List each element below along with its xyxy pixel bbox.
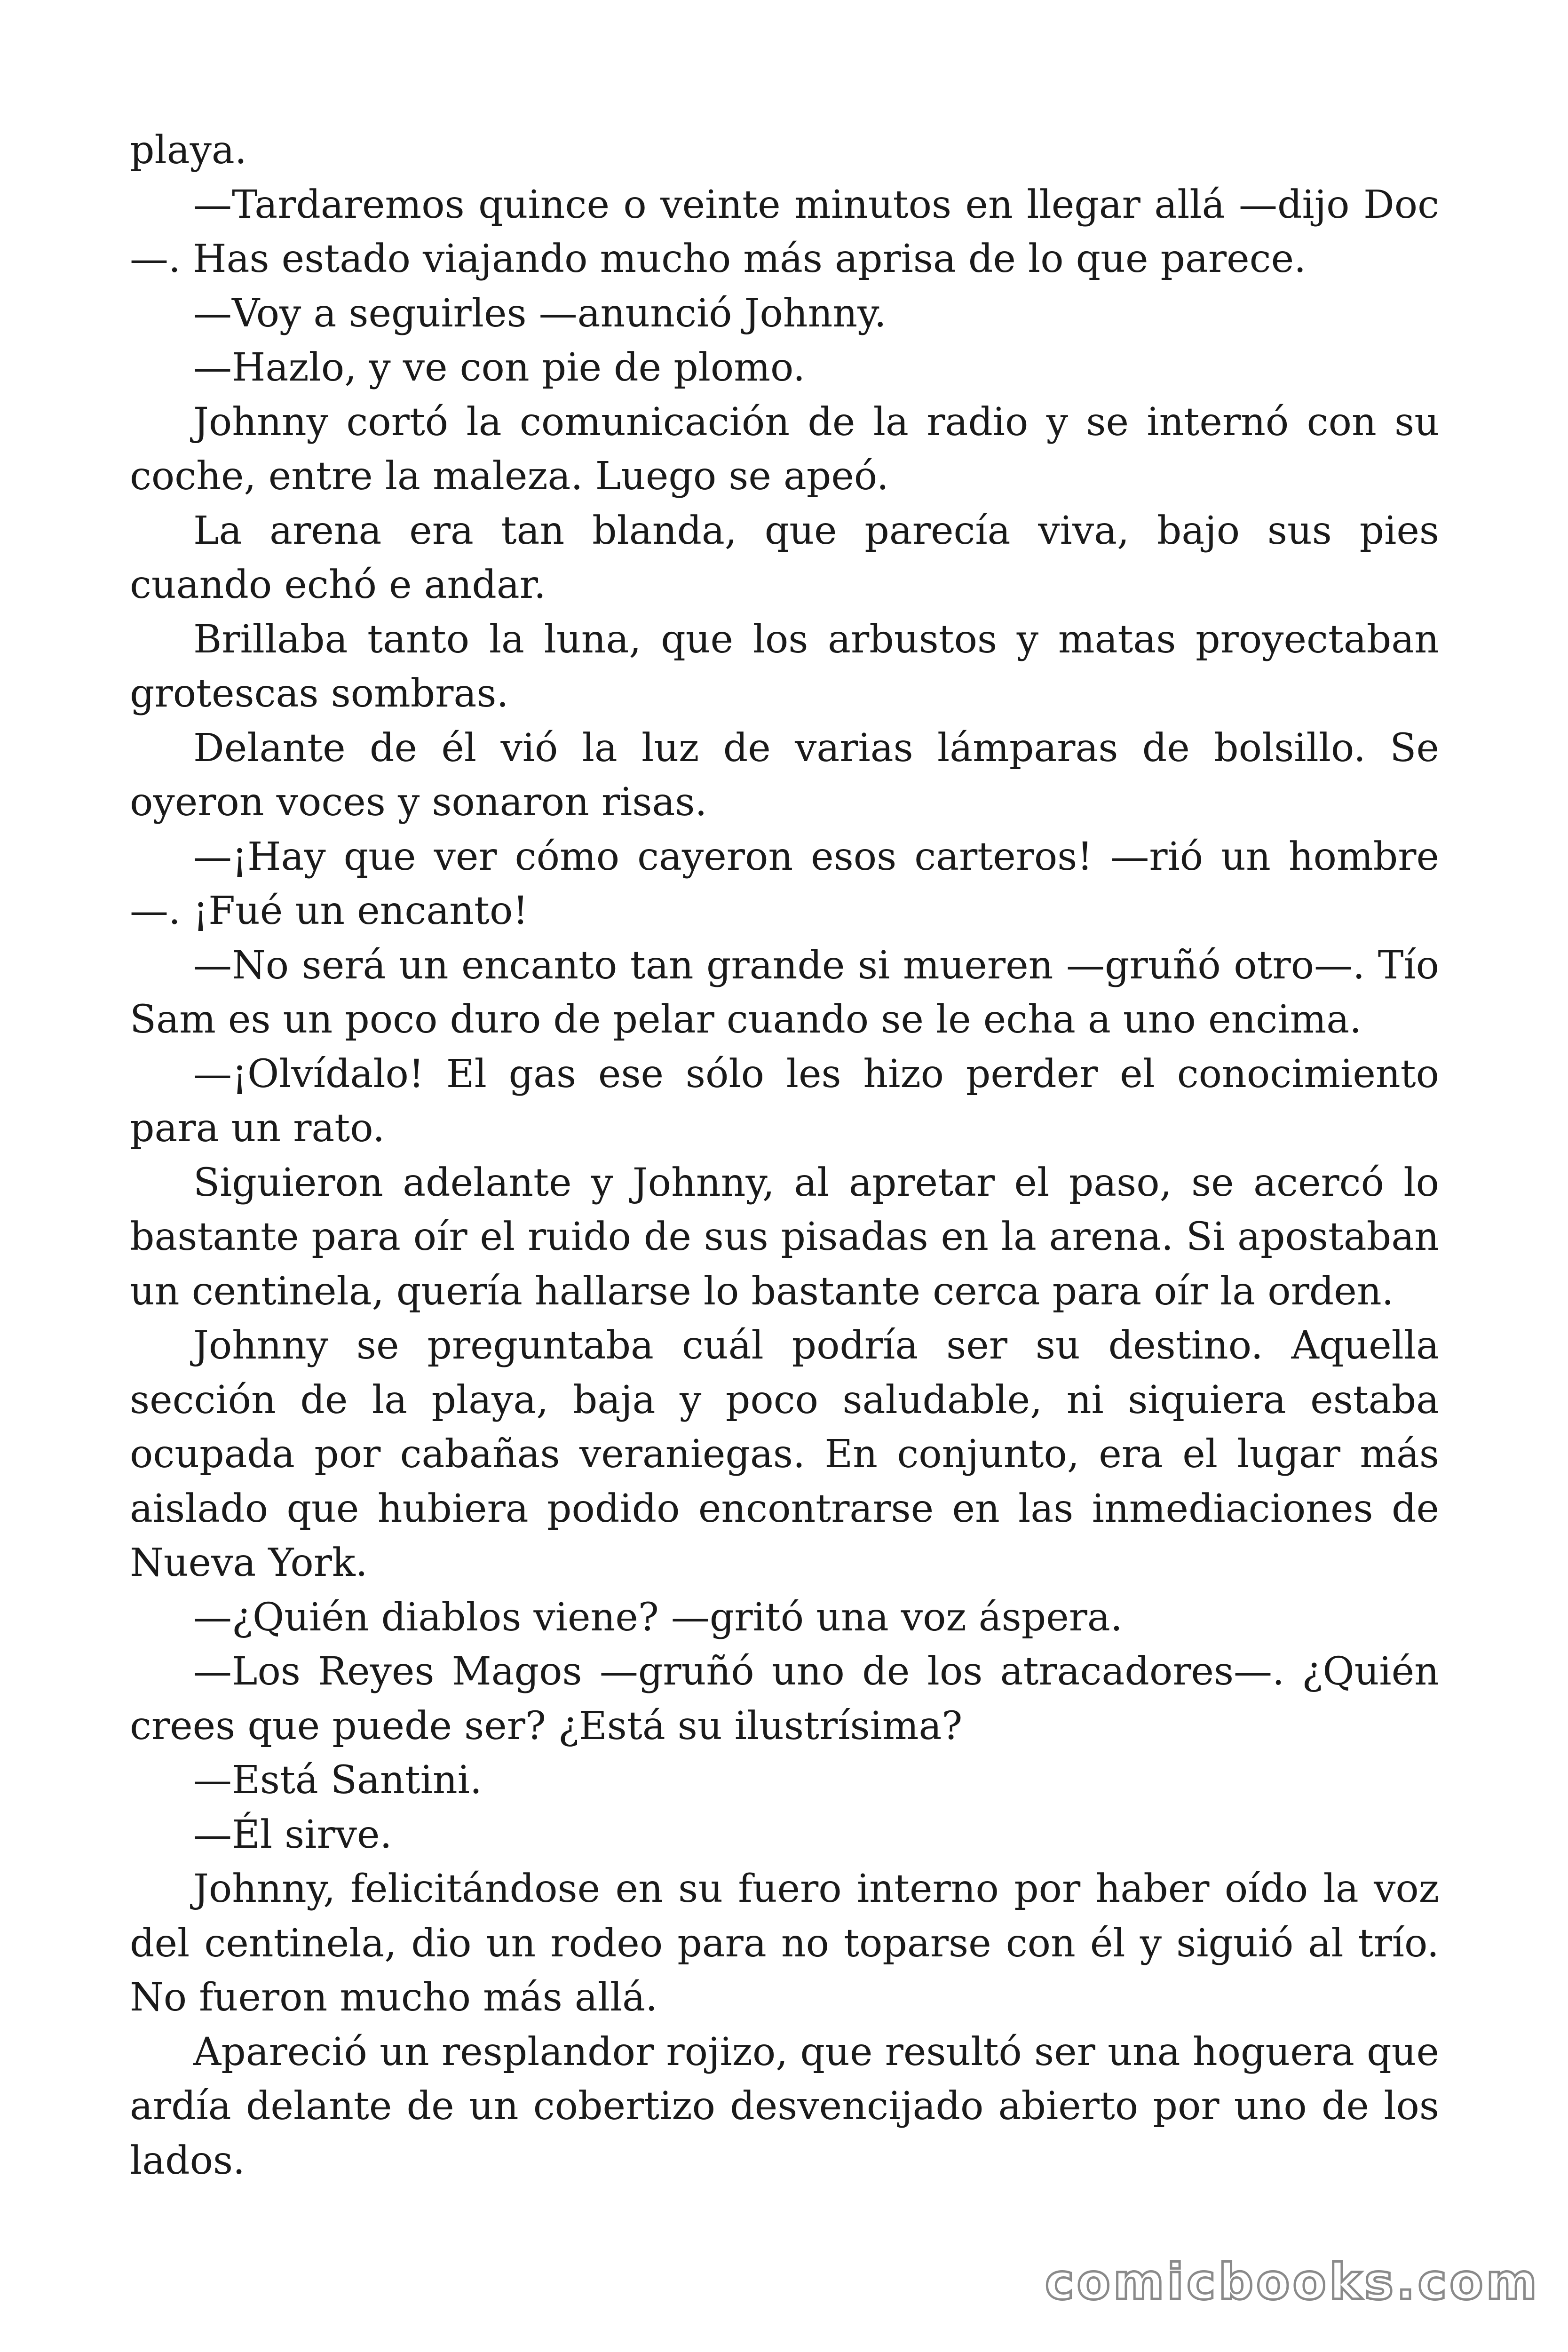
paragraph: Brillaba tanto la luna, que los arbustos y matas proyectaban grotescas sombras.	[130, 617, 1439, 716]
paragraph: —¿Quién diablos viene? —gritó una voz áspera.	[193, 1595, 1123, 1640]
paragraph: Apareció un resplandor rojizo, que resultó ser una hoguera que ardía delante de un cobertizo desvencijado abierto por uno de los lados.	[130, 2029, 1439, 2183]
paragraph: La arena era tan blanda, que parecía viva, bajo sus pies cuando echó e andar.	[130, 508, 1439, 607]
paragraph: playa.	[130, 128, 247, 173]
paragraph: Delante de él vió la luz de varias lámparas de bolsillo. Se oyeron voces y sonaron risas.	[130, 725, 1439, 825]
paragraph: —Los Reyes Magos —gruñó uno de los atracadores—. ¿Quién crees que puede ser? ¿Está su ilustrísima?	[130, 1649, 1439, 1748]
paragraph: —¡Hay que ver cómo cayeron esos carteros! —rió un hombre—. ¡Fué un encanto!	[130, 834, 1439, 933]
paragraph: Johnny, felicitándose en su fuero interno por haber oído la voz del centinela, dio un rodeo para no toparse con él y siguió al trío. No fueron mucho más allá.	[130, 1867, 1439, 2020]
paragraph: —Hazlo, y ve con pie de plomo.	[193, 345, 806, 390]
paragraph: —Voy a seguirles —anunció Johnny.	[193, 291, 887, 336]
paragraph: —¡Olvídalo! El gas ese sólo les hizo perder el conocimiento para un rato.	[130, 1051, 1439, 1151]
paragraph: Johnny se preguntaba cuál podría ser su destino. Aquella sección de la playa, baja y poco saludable, ni siquiera estaba ocupada por cabañas veraniegas. En conjunto, era el lugar más aislado que hubiera podido encontrarse en las inmediaciones de Nueva York.	[130, 1323, 1439, 1585]
paragraph: Siguieron adelante y Johnny, al apretar el paso, se acercó lo bastante para oír el ruido de sus pisadas en la arena. Si apostaban un centinela, quería hallarse lo bastante cerca para oír la orden.	[130, 1160, 1439, 1314]
paragraph: Johnny cortó la comunicación de la radio y se internó con su coche, entre la maleza. Luego se apeó.	[130, 399, 1439, 499]
paragraph: —No será un encanto tan grande si mueren —gruñó otro—. Tío Sam es un poco duro de pelar cuando se le echa a uno encima.	[130, 943, 1439, 1042]
body-text	[130, 123, 1439, 2188]
watermark: comicbooks.com	[1045, 2253, 1540, 2311]
paragraph: —Está Santini.	[193, 1758, 482, 1803]
paragraph: —Él sirve.	[193, 1812, 392, 1857]
paragraph: —Tardaremos quince o veinte minutos en llegar allá —dijo Doc —. Has estado viajando mucho más aprisa de lo que parece.	[130, 182, 1439, 281]
